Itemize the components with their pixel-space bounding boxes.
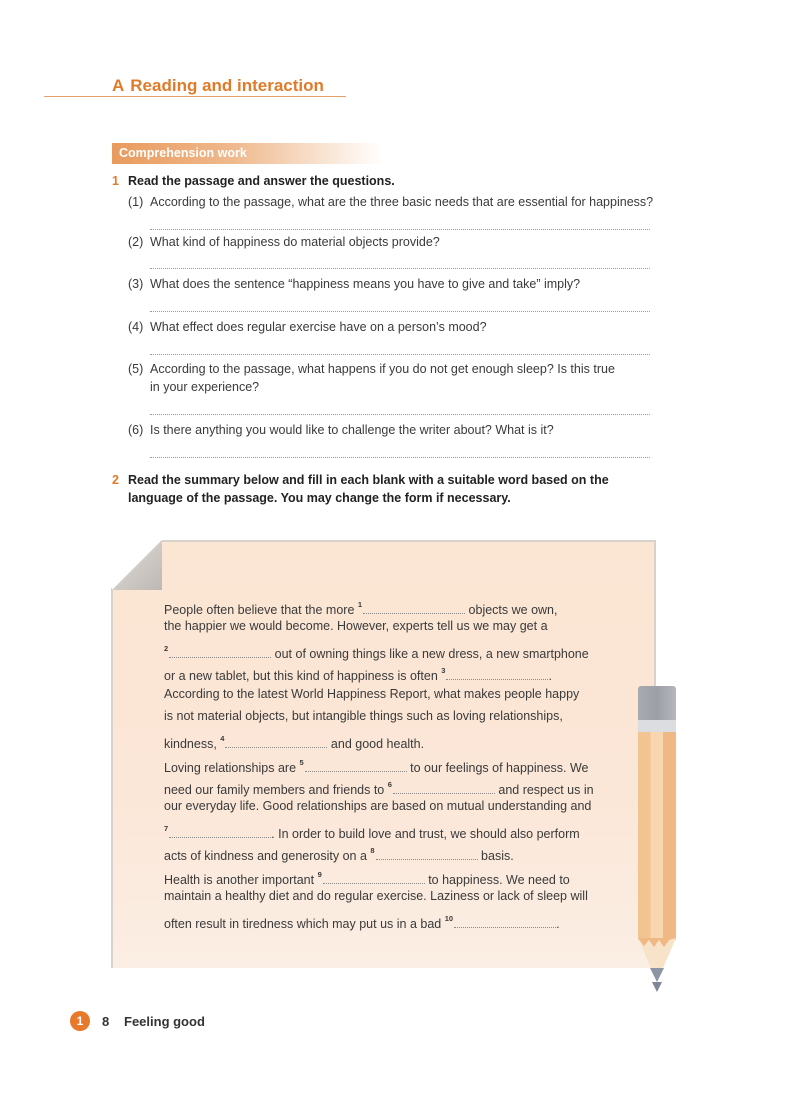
blank-number: 9 [317,870,322,879]
summary-text: Loving relationships are [164,761,300,775]
blank-8[interactable] [376,850,478,860]
blank-number: 4 [220,734,225,743]
blank-5[interactable] [305,762,407,772]
summary-line [164,796,591,818]
summary-text: People often believe that the more [164,603,358,617]
blank-number: 2 [164,644,169,653]
blank-number: 6 [387,780,392,789]
answer-line-6[interactable] [150,457,650,458]
blank-10[interactable] [454,918,556,928]
page-number: 8 [102,1014,110,1029]
question-text: According to the passage, what happens if you do not get enough sleep? Is this true [150,362,615,376]
summary-text: Health is another important [164,873,318,887]
blank-4[interactable] [225,738,327,748]
blank-1[interactable] [363,604,465,614]
blank-number: 3 [441,666,446,675]
question-number: (6) [128,423,144,437]
blank-number: 7 [164,824,169,833]
answer-line-1[interactable] [150,229,650,230]
blank-3[interactable] [446,670,548,680]
summary-line [164,616,548,638]
unit-badge: 1 [70,1011,90,1031]
summary-text: and respect us in [494,783,594,797]
pencil-icon [638,732,676,940]
answer-line-2[interactable] [150,268,650,269]
summary-text: out of owning things like a new dress, a new smartphone [271,647,589,661]
pencil-tip-icon [636,938,678,994]
section-letter: A [112,76,125,95]
summary-line [164,886,588,908]
comprehension-band [112,143,382,164]
answer-line-5[interactable] [150,414,650,415]
summary-text: the happier we would become. However, experts tell us we may get a [164,619,548,633]
summary-line [164,706,563,728]
blank-number: 10 [444,914,454,923]
task-1-instruction: Read the passage and answer the questions. [128,174,395,188]
question-text: According to the passage, what are the three basic needs that are essential for happiness? [150,195,654,209]
blank-6[interactable] [393,784,495,794]
summary-text: According to the latest World Happiness Report, what makes people happy [164,687,580,701]
question-text: in your experience? [150,380,260,394]
task-2-instruction-line: Read the summary below and fill in each blank with a suitable word based on the [128,473,609,487]
question-text: What effect does regular exercise have on a person’s mood? [150,320,487,334]
summary-text: to our feelings of happiness. We [406,761,589,775]
summary-text: objects we own, [465,603,558,617]
question-number: (5) [128,362,144,376]
summary-text: need our family members and friends to [164,783,388,797]
summary-text: . [556,917,560,931]
note-folded-corner [112,540,162,590]
blank-number: 8 [370,846,375,855]
question-number: (4) [128,320,144,334]
summary-text: . In order to build love and trust, we should also perform [271,827,580,841]
question-number: (3) [128,277,144,291]
question-number: (2) [128,235,144,249]
question-text: What does the sentence “happiness means you have to give and take” imply? [150,277,581,291]
summary-text: often result in tiredness which may put us in a bad [164,917,445,931]
question-text: What kind of happiness do material objects provide? [150,235,440,249]
answer-line-4[interactable] [150,354,650,355]
section-title [112,76,324,96]
task-2-instruction-line: language of the passage. You may change the form if necessary. [128,491,511,505]
blank-9[interactable] [323,874,425,884]
summary-text: or a new tablet, but this kind of happiness is often [164,669,442,683]
blank-number: 1 [357,600,363,609]
summary-text: our everyday life. Good relationships are based on mutual understanding and [164,799,592,813]
section-title-text: Reading and interaction [130,76,324,95]
summary-line [164,684,579,706]
summary-text: is not material objects, but intangible things such as loving relationships, [164,709,563,723]
summary-text: kindness, [164,737,221,751]
pencil-band-icon [638,720,676,732]
question-text: Is there anything you would like to challenge the writer about? What is it? [150,423,554,437]
summary-text: to happiness. We need to [424,873,570,887]
comprehension-label: Comprehension work [119,146,247,160]
summary-text: maintain a healthy diet and do regular exercise. Laziness or lack of sleep will [164,889,588,903]
note-edge [111,588,113,968]
answer-line-3[interactable] [150,311,650,312]
blank-number: 5 [299,758,304,767]
summary-text: and good health. [327,737,425,751]
blank-2[interactable] [169,648,271,658]
section-divider [44,96,346,97]
summary-text: basis. [477,849,514,863]
summary-text: . [548,669,552,683]
question-number: (1) [128,195,144,209]
unit-title: Feeling good [124,1014,205,1029]
pencil-eraser-icon [638,686,676,724]
task-1-number: 1 [112,174,119,188]
summary-text: acts of kindness and generosity on a [164,849,371,863]
blank-7[interactable] [169,828,271,838]
task-2-number: 2 [112,473,119,487]
summary-line [164,908,560,936]
